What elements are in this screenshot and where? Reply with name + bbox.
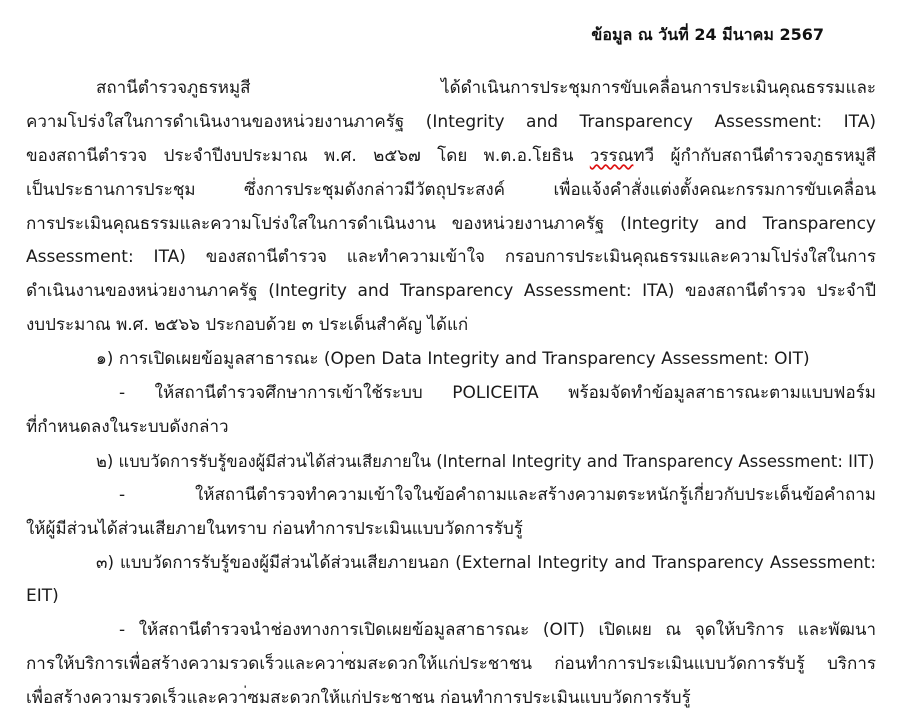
item-detail: ที่กำหนดลงในระบบดังกล่าว [26,416,229,437]
document-body [26,72,876,716]
paragraph-line: ดำเนินงานของหน่วยงานภาครัฐ (Integrity and Transparency Assessment: ITA) ของสถานีตำรวจ ประจำปี [26,281,876,302]
paragraph-line: เป็นประธานการประชุม ซึ่งการประชุมดังกล่าวมีวัตถุประสงค์ เพื่อแจ้งคำสั่งแต่งตั้งคณะกรรมการขับเคลื่อน [26,179,876,200]
item-detail: - ให้สถานีตำรวจศึกษาการเข้าใช้ระบบ POLICEITA พร้อมจัดทำข้อมูลสาธารณะตามแบบฟอร์ม [119,383,876,404]
paragraph-text: ทวี ผู้กำกับสถานีตำรวจภูธรหมูสี [633,145,876,166]
paragraph-text: ของสถานีตำรวจ ประจำปีงบประมาณ พ.ศ. ๒๕๖๗ โดย พ.ต.อ.โยธิน [26,145,590,166]
paragraph-line: Assessment: ITA) ของสถานีตำรวจ และทำความเข้าใจ กรอบการประเมินคุณธรรมและความโปร่งใสในการ [26,247,876,268]
item-heading: ๓) แบบวัดการรับรู้ของผู้มีส่วนได้ส่วนเสียภายนอก (External Integrity and Transparency Assessment: [96,552,876,573]
item-heading: ๒) แบบวัดการรับรู้ของผู้มีส่วนได้ส่วนเสียภายใน (Internal Integrity and Transparency Assessment: IIT) [96,451,875,471]
item-detail: - ให้สถานีตำรวจทำความเข้าใจในข้อคำถามและสร้างความตระหนักรู้เกี่ยวกับประเด็นข้อคำถาม [119,484,876,505]
paragraph-line: ความโปร่งใสในการดำเนินงานของหน่วยงานภาครัฐ (Integrity and Transparency Assessment: ITA) [26,111,876,132]
item-heading: ๑) การเปิดเผยข้อมูลสาธารณะ (Open Data Integrity and Transparency Assessment: OIT) [96,349,810,370]
item-detail: เพื่อสร้างความรวดเร็วและควา่ซมสะดวกให้แก่ประชาชน ก่อนทำการประเมินแบบวัดการรับรู้ [26,688,691,709]
misspelled-word[interactable]: วรรณ [589,145,634,166]
report-date: ข้อมูล ณ วันที่ 24 มีนาคม 2567 [591,25,824,44]
item-detail: - ให้สถานีตำรวจนำช่องทางการเปิดเผยข้อมูลสาธารณะ (OIT) เปิดเผย ณ จุดให้บริการ และพัฒนา [119,620,876,641]
paragraph-line [26,140,876,174]
paragraph-line: งบประมาณ พ.ศ. ๒๕๖๖ ประกอบด้วย ๓ ประเด็นสำคัญ ได้แก่ [26,315,469,336]
item-heading: EIT) [26,586,59,607]
item-detail: การให้บริการเพื่อสร้างความรวดเร็วและควา่ซมสะดวกให้แก่ประชาชน ก่อนทำการประเมินแบบวัดการรับรู้ บริการ [26,654,876,675]
paragraph-line: การประเมินคุณธรรมและความโปร่งใสในการดำเนินงาน ของหน่วยงานภาครัฐ (Integrity and Transparency [26,213,876,234]
item-detail: ให้ผู้มีส่วนได้ส่วนเสียภายในทราบ ก่อนทำการประเมินแบบวัดการรับรู้ [26,518,523,539]
paragraph-line: สถานีตำรวจภูธรหมูสี ได้ดำเนินการประชุมการขับเคลื่อนการประเมินคุณธรรมและ [96,78,876,98]
